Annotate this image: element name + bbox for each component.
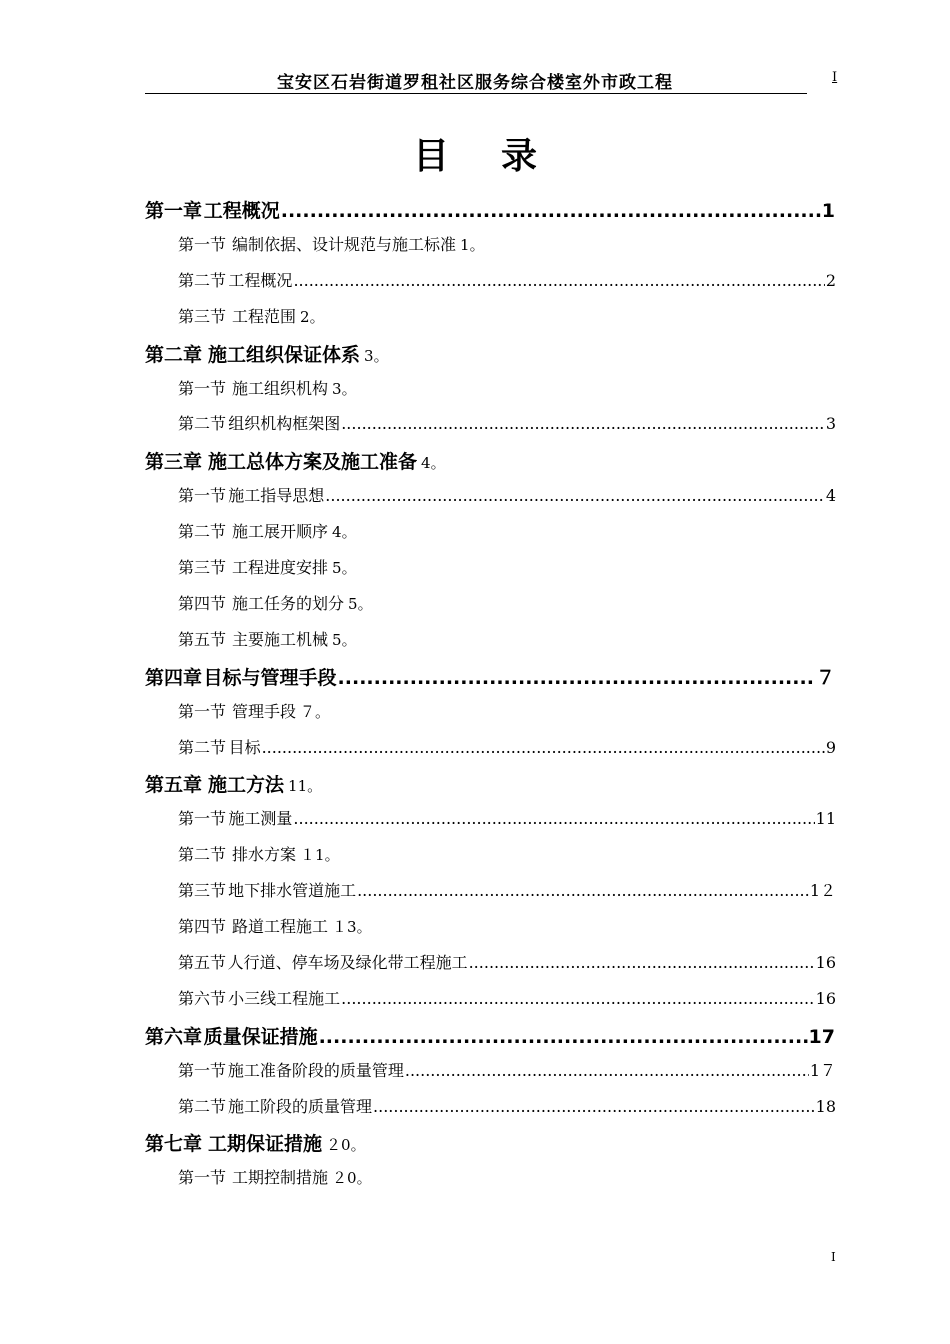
toc-section-entry[interactable] (178, 591, 836, 614)
toc-entry-title: 目标与管理手段 (203, 666, 337, 689)
toc-chapter-entry[interactable] (145, 196, 835, 223)
toc-section-entry[interactable] (178, 1058, 836, 1081)
header-title: 宝安区石岩街道罗租社区服务综合楼室外市政工程 (277, 73, 673, 93)
toc-entry-number: 第二节 (178, 270, 227, 290)
toc-chapter-entry[interactable] (145, 770, 835, 797)
toc-section-entry[interactable] (178, 806, 836, 829)
toc-title: 目录 (412, 136, 589, 177)
toc-entry-title: 施工展开顺序 (232, 522, 329, 542)
toc-entry-page: 3 (825, 414, 836, 434)
toc-entry-title: 质量保证措施 (203, 1025, 318, 1048)
toc-entry-title: 施工任务的划分 (232, 593, 345, 613)
toc-entry-number: 第四章 (145, 666, 203, 689)
toc-section-entry[interactable] (178, 699, 836, 722)
toc-section-entry[interactable] (178, 627, 836, 650)
toc-entry-page: 18 (815, 1096, 836, 1116)
toc-entry-page: ７ (815, 666, 835, 689)
toc-entry-number: 第三节 (178, 881, 227, 901)
toc-entry-title: 目标 (228, 737, 261, 757)
toc-entry-page: ７。 (300, 702, 331, 721)
toc-entry-number: 第三节 (178, 558, 227, 577)
toc-section-entry[interactable] (178, 555, 836, 578)
toc-entry-number: 第二节 (178, 414, 227, 434)
toc-entry-title: 工程进度安排 (232, 558, 329, 577)
toc-entry-title: 工期控制措施 (232, 1168, 329, 1188)
toc-section-entry[interactable] (178, 304, 836, 327)
toc-entry-page: 4 (825, 486, 836, 506)
toc-entry-page: 2 (825, 270, 836, 290)
toc-entry-number: 第二节 (178, 1096, 227, 1116)
footer-page-mark: I (831, 1250, 836, 1264)
toc-entry-page: 1７ (809, 1060, 836, 1080)
toc-entry-title: 主要施工机械 (232, 629, 329, 649)
toc-entry-number: 第一节 (178, 1168, 227, 1188)
dot-leader (262, 738, 825, 757)
toc-chapter-entry[interactable] (145, 447, 835, 474)
toc-entry-title: 工程概况 (203, 200, 280, 222)
dot-leader (281, 200, 821, 222)
toc-entry-title: 施工方法 (208, 774, 285, 797)
toc-entry-title: 施工指导思想 (228, 486, 325, 506)
toc-entry-title: 管理手段 (232, 701, 297, 721)
toc-entry-title: 小三线工程施工 (228, 988, 341, 1008)
toc-entry-number: 第五章 (145, 774, 203, 797)
toc-entry-page: １3。 (332, 918, 372, 936)
toc-entry-number: 第四节 (178, 917, 227, 936)
toc-section-entry[interactable] (178, 376, 836, 399)
toc-entry-page: 5。 (332, 559, 357, 577)
toc-entry-page: 9 (825, 737, 836, 757)
toc-entry-number: 第二节 (178, 845, 227, 865)
toc-entry-number: 第二节 (178, 737, 227, 757)
toc-entry-page: 3。 (332, 379, 357, 398)
toc-entry-page: 1。 (460, 235, 485, 254)
toc-section-entry[interactable] (178, 914, 836, 937)
toc-entry-number: 第三章 (145, 451, 203, 474)
dot-leader (319, 1026, 808, 1048)
toc-section-entry[interactable] (178, 268, 836, 291)
dot-leader (338, 667, 815, 689)
toc-entry-page: 3。 (364, 346, 389, 365)
toc-entry-number: 第一节 (178, 486, 227, 506)
toc-entry-page: 4。 (421, 454, 446, 473)
toc-entry-title: 施工测量 (228, 809, 293, 829)
toc-entry-number: 第一节 (178, 234, 227, 254)
toc-chapter-entry[interactable] (145, 1022, 835, 1049)
toc-entry-title: 工程概况 (228, 270, 293, 290)
toc-entry-number: 第一章 (145, 200, 203, 222)
toc-entry-page: ２0。 (332, 1169, 372, 1188)
toc-section-entry[interactable] (178, 878, 836, 901)
toc-entry-number: 第六章 (145, 1025, 203, 1048)
toc-entry-page: 5。 (332, 630, 357, 649)
toc-entry-title: 施工组织机构 (232, 378, 329, 398)
dot-leader (293, 271, 824, 290)
toc-section-entry[interactable] (178, 735, 836, 758)
toc-entry-number: 第五节 (178, 629, 227, 649)
toc-entry-page: 1２ (809, 881, 836, 901)
toc-entry-title: 路道工程施工 (232, 917, 329, 936)
toc-entry-page: 5。 (348, 594, 373, 613)
toc-entry-number: 第四节 (178, 593, 227, 613)
header-rule (145, 93, 807, 94)
toc-entry-number: 第一节 (178, 378, 227, 398)
toc-entry-title: 编制依据、设计规范与施工标准 (232, 234, 457, 254)
dot-leader (469, 953, 815, 972)
toc-entry-number: 第一节 (178, 701, 227, 721)
dot-leader (373, 1097, 815, 1116)
toc-entry-title: 人行道、停车场及绿化带工程施工 (227, 952, 468, 972)
dot-leader (341, 989, 814, 1008)
dot-leader (405, 1061, 809, 1080)
toc-entry-title: 施工总体方案及施工准备 (208, 451, 418, 474)
toc-section-entry[interactable] (178, 411, 836, 434)
toc-entry-page: １1。 (300, 846, 340, 865)
toc-entry-title: 施工阶段的质量管理 (228, 1096, 373, 1116)
toc-entry-title: 工期保证措施 (208, 1133, 323, 1156)
toc-entry-page: 11。 (288, 777, 323, 796)
toc-entry-title: 施工组织保证体系 (208, 343, 361, 366)
dot-leader (341, 414, 825, 433)
toc-entry-number: 第一节 (178, 1060, 227, 1080)
toc-section-entry[interactable] (178, 986, 836, 1009)
toc-chapter-entry[interactable] (145, 663, 835, 690)
toc-entry-title: 组织机构框架图 (228, 414, 341, 434)
toc-section-entry[interactable] (178, 232, 836, 255)
toc-section-entry[interactable] (178, 1165, 836, 1188)
toc-entry-page: 11 (815, 809, 836, 829)
header-page-mark: I (832, 70, 838, 85)
toc-entry-title: 施工准备阶段的质量管理 (227, 1060, 404, 1080)
toc-entry-page: 4。 (332, 523, 357, 542)
toc-entry-page: 16 (815, 952, 836, 972)
toc-entry-page: 2。 (300, 307, 325, 326)
toc-entry-title: 排水方案 (232, 845, 297, 865)
toc-entry-title: 地下排水管道施工 (228, 881, 357, 901)
dot-leader (325, 486, 825, 505)
toc-chapter-entry[interactable] (145, 1129, 835, 1156)
toc-entry-number: 第二节 (178, 522, 227, 542)
toc-entry-number: 第一节 (178, 809, 227, 829)
dot-leader (357, 881, 809, 900)
toc-entry-page: 1 (821, 200, 835, 222)
toc-entry-number: 第三节 (178, 306, 227, 326)
toc-entry-number: 第六节 (178, 988, 227, 1008)
toc-entry-number: 第七章 (145, 1133, 203, 1156)
toc-entry-title: 工程范围 (232, 306, 297, 326)
toc-entry-page: 17 (808, 1025, 835, 1048)
toc-entry-number: 第二章 (145, 343, 203, 366)
toc-section-entry[interactable] (178, 519, 836, 542)
toc-section-entry[interactable] (178, 483, 836, 506)
toc-chapter-entry[interactable] (145, 340, 835, 367)
toc-section-entry[interactable] (178, 842, 836, 865)
dot-leader (293, 809, 814, 828)
toc-section-entry[interactable] (178, 950, 836, 973)
toc-entry-page: 16 (815, 988, 836, 1008)
toc-entry-page: ２0。 (326, 1136, 366, 1155)
toc-section-entry[interactable] (178, 1094, 836, 1117)
toc-entry-number: 第五节 (178, 952, 227, 972)
